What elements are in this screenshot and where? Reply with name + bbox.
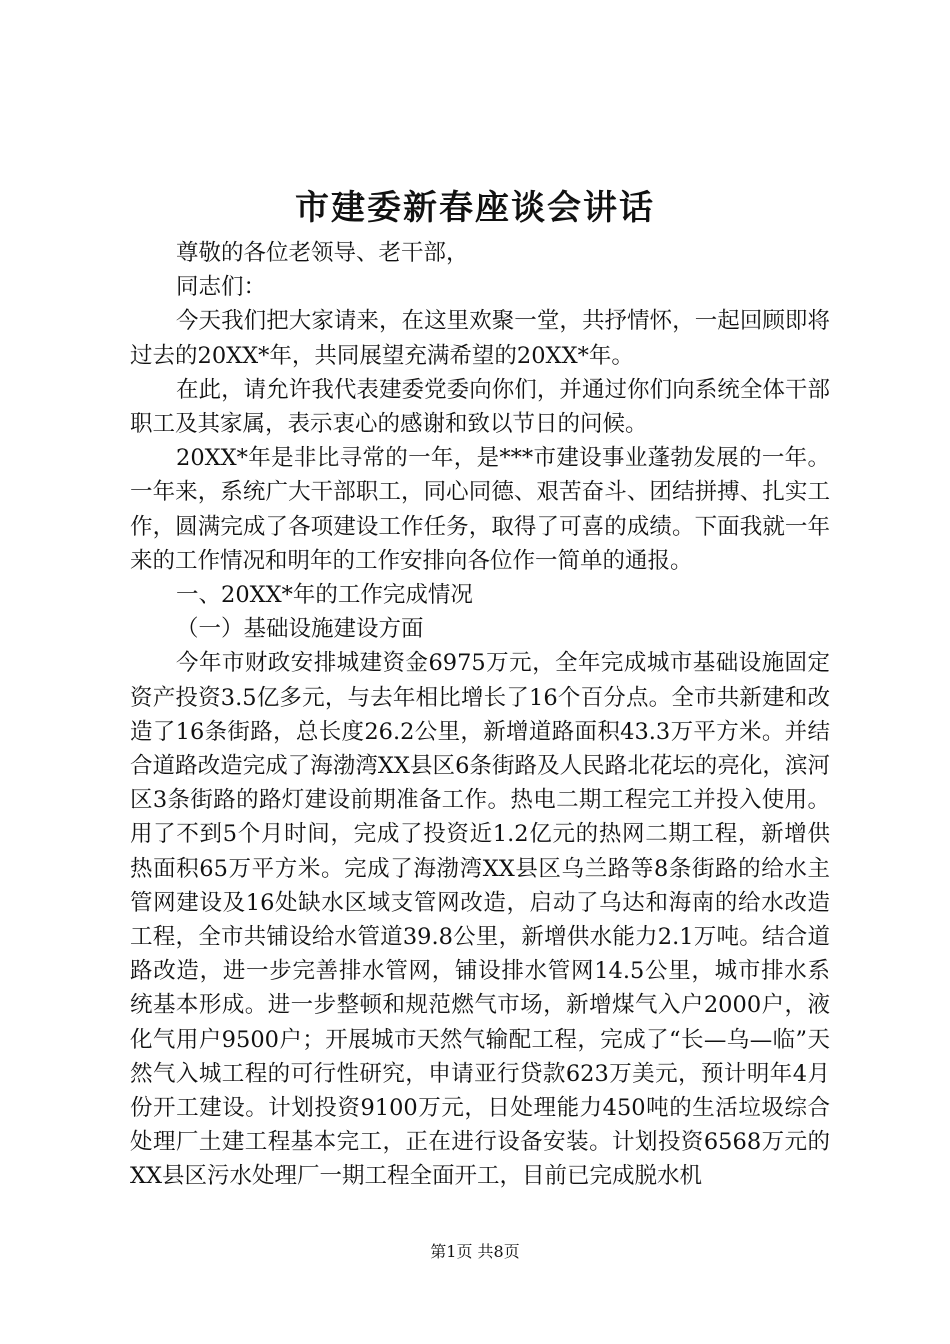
document-title: 市建委新春座谈会讲话	[295, 188, 655, 228]
body-paragraph: 今年市财政安排城建资金6975万元，全年完成城市基础设施固定资产投资3.5亿多元，与去年相比增长了16个百分点。全市共新建和改造了16条街路，总长度26.2公里，新增道路面积43.3万平方米。并结合道路改造完成了海渤湾XX县区6条街路及人民路北花坛的亮化，滨河区3条街路的路灯建设前期准备工作。热电二期工程完工并投入使用。用了不到5个月时间，完成了投资近1.2亿元的热网二期工程，新增供热面积65万平方米。完成了海渤湾XX县区乌兰路等8条街路的给水主管网建设及16处缺水区域支管网改造，启动了乌达和海南的给水改造工程，全市共铺设给水管道39.8公里，新增供水能力2.1万吨。结合道路改造，进一步完善排水管网，铺设排水管网14.5公里，城市排水系统基本形成。进一步整顿和规范燃气市场，新增煤气入户2000户，液化气用户9500户；开展城市天然气输配工程，完成了“长—乌—临”天然气入城工程的可行性研究，申请亚行贷款623万美元，预计明年4月份开工建设。计划投资9100万元，日处理能力450吨的生活垃圾综合处理厂土建工程基本完工，正在进行设备安装。计划投资6568万元的XX县区污水处理厂一期工程全面开工，目前已完成脱水机	[130, 650, 830, 1190]
salutation-paragraph: 尊敬的各位老领导、老干部，	[176, 240, 469, 266]
subsection-heading: （一）基础设施建设方面	[176, 616, 424, 643]
body-paragraph: 20XX*年是非比寻常的一年，是***市建设事业蓬勃发展的一年。一年来，系统广大干部职工，同心同德、艰苦奋斗、团结拼搏、扎实工作，圆满完成了各项建设工作任务，取得了可喜的成绩。下面我就一年来的工作情况和明年的工作安排向各位作一简单的通报。	[130, 445, 830, 574]
salutation-paragraph: 同志们：	[176, 274, 267, 301]
body-paragraph: 在此，请允许我代表建委党委向你们，并通过你们向系统全体干部职工及其家属，表示衷心的感谢和致以节日的问候。	[130, 376, 830, 438]
section-heading: 一、20XX*年的工作完成情况	[176, 582, 473, 609]
page-footer: 第1页 共8页	[430, 1242, 520, 1261]
body-paragraph: 今天我们把大家请来，在这里欢聚一堂，共抒情怀，一起回顾即将过去的20XX*年，共同展望充满希望的20XX*年。	[130, 308, 830, 369]
document-body	[130, 236, 830, 1194]
